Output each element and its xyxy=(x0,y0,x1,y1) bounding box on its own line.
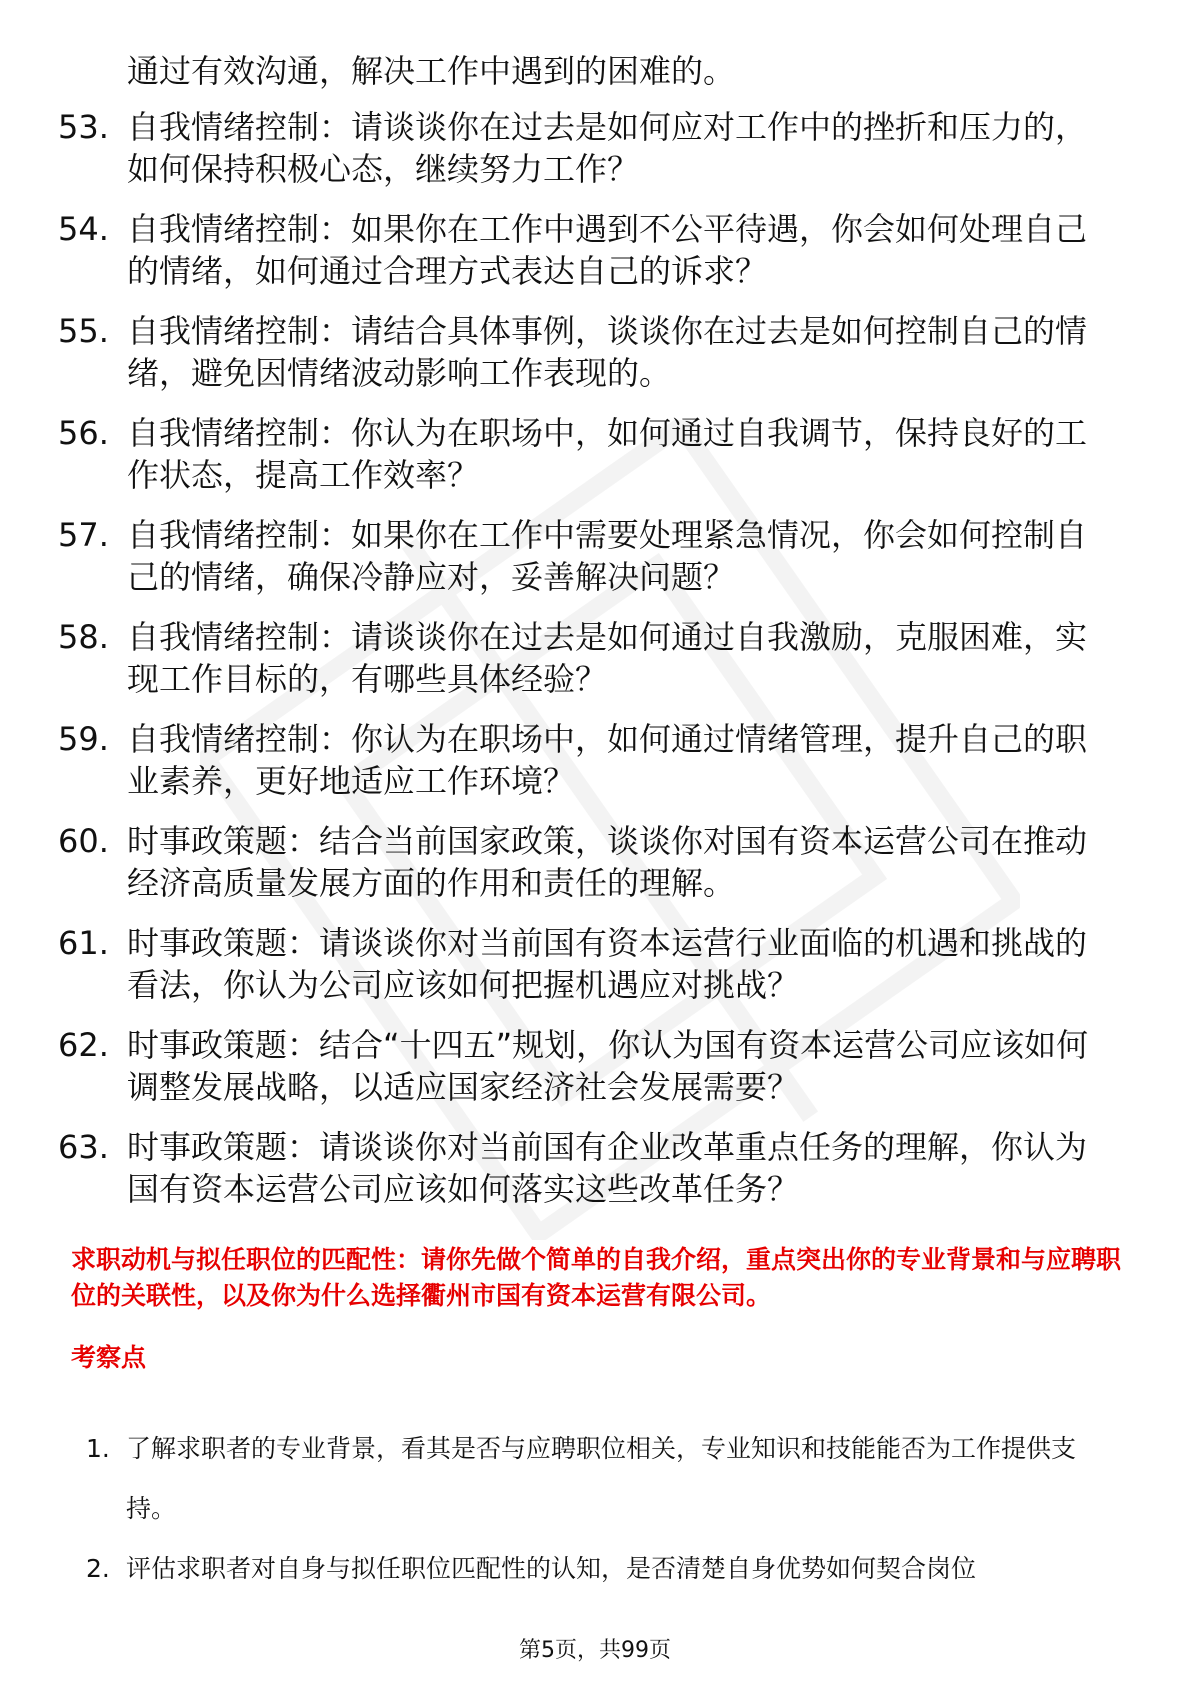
question-number: 62. xyxy=(58,1026,109,1064)
question-item xyxy=(58,1024,1118,1108)
question-list xyxy=(58,106,1118,1228)
question-item xyxy=(58,718,1118,802)
question-item xyxy=(58,208,1118,292)
question-item xyxy=(58,310,1118,394)
section-title: 考察点 xyxy=(71,1343,147,1372)
page-footer: 第5页，共99页 xyxy=(519,1638,671,1663)
point-text: 评估求职者对自身与拟任职位匹配性的认知，是否清楚自身优势如何契合岗位 xyxy=(126,1554,977,1583)
question-number: 55. xyxy=(58,312,109,350)
question-number: 56. xyxy=(58,414,109,452)
list-item xyxy=(86,1419,1120,1539)
question-number: 61. xyxy=(58,924,109,962)
point-number: 2. xyxy=(86,1554,110,1583)
list-item xyxy=(86,1539,1120,1599)
question-text: 自我情绪控制：请结合具体事例，谈谈你在过去是如何控制自己的情绪，避免因情绪波动影响工作表现的。 xyxy=(127,312,1088,392)
point-number: 1. xyxy=(86,1434,110,1463)
question-text: 自我情绪控制：你认为在职场中，如何通过情绪管理，提升自己的职业素养，更好地适应工作环境？ xyxy=(127,720,1088,800)
question-item xyxy=(58,616,1118,700)
question-text: 自我情绪控制：如果你在工作中遇到不公平待遇，你会如何处理自己的情绪，如何通过合理方式表达自己的诉求？ xyxy=(127,210,1088,290)
question-number: 59. xyxy=(58,720,109,758)
point-text: 了解求职者的专业背景，看其是否与应聘职位相关，专业知识和技能能否为工作提供支持。 xyxy=(126,1434,1077,1523)
question-text: 自我情绪控制：请谈谈你在过去是如何应对工作中的挫折和压力的，如何保持积极心态，继续努力工作？ xyxy=(127,108,1088,188)
question-text: 时事政策题：结合当前国家政策，谈谈你对国有资本运营公司在推动经济高质量发展方面的作用和责任的理解。 xyxy=(127,822,1088,902)
question-number: 53. xyxy=(58,108,109,146)
question-item xyxy=(58,514,1118,598)
question-item xyxy=(58,106,1118,190)
question-text: 自我情绪控制：请谈谈你在过去是如何通过自我激励，克服困难，实现工作目标的，有哪些具体经验？ xyxy=(127,618,1088,698)
question-number: 60. xyxy=(58,822,109,860)
question-item xyxy=(58,820,1118,904)
question-text: 时事政策题：请谈谈你对当前国有企业改革重点任务的理解，你认为国有资本运营公司应该如何落实这些改革任务？ xyxy=(127,1128,1088,1208)
question-text: 自我情绪控制：如果你在工作中需要处理紧急情况，你会如何控制自己的情绪，确保冷静应对，妥善解决问题？ xyxy=(127,516,1088,596)
question-item xyxy=(58,1126,1118,1210)
question-number: 57. xyxy=(58,516,109,554)
question-text: 时事政策题：请谈谈你对当前国有资本运营行业面临的机遇和挑战的看法，你认为公司应该如何把握机遇应对挑战？ xyxy=(127,924,1088,1004)
question-text: 自我情绪控制：你认为在职场中，如何通过自我调节，保持良好的工作状态，提高工作效率？ xyxy=(127,414,1088,494)
question-number: 58. xyxy=(58,618,109,656)
highlight-question: 求职动机与拟任职位的匹配性：请你先做个简单的自我介绍，重点突出你的专业背景和与应聘职位的关联性，以及你为什么选择衢州市国有资本运营有限公司。 xyxy=(71,1245,1122,1310)
question-number: 63. xyxy=(58,1128,109,1166)
question-item xyxy=(58,922,1118,1006)
question-text: 时事政策题：结合“十四五”规划，你认为国有资本运营公司应该如何调整发展战略，以适应国家经济社会发展需要？ xyxy=(127,1026,1089,1106)
question-number: 54. xyxy=(58,210,109,248)
question-item xyxy=(58,412,1118,496)
assessment-points xyxy=(86,1419,1120,1599)
intro-line: 通过有效沟通，解决工作中遇到的困难的。 xyxy=(127,52,736,90)
